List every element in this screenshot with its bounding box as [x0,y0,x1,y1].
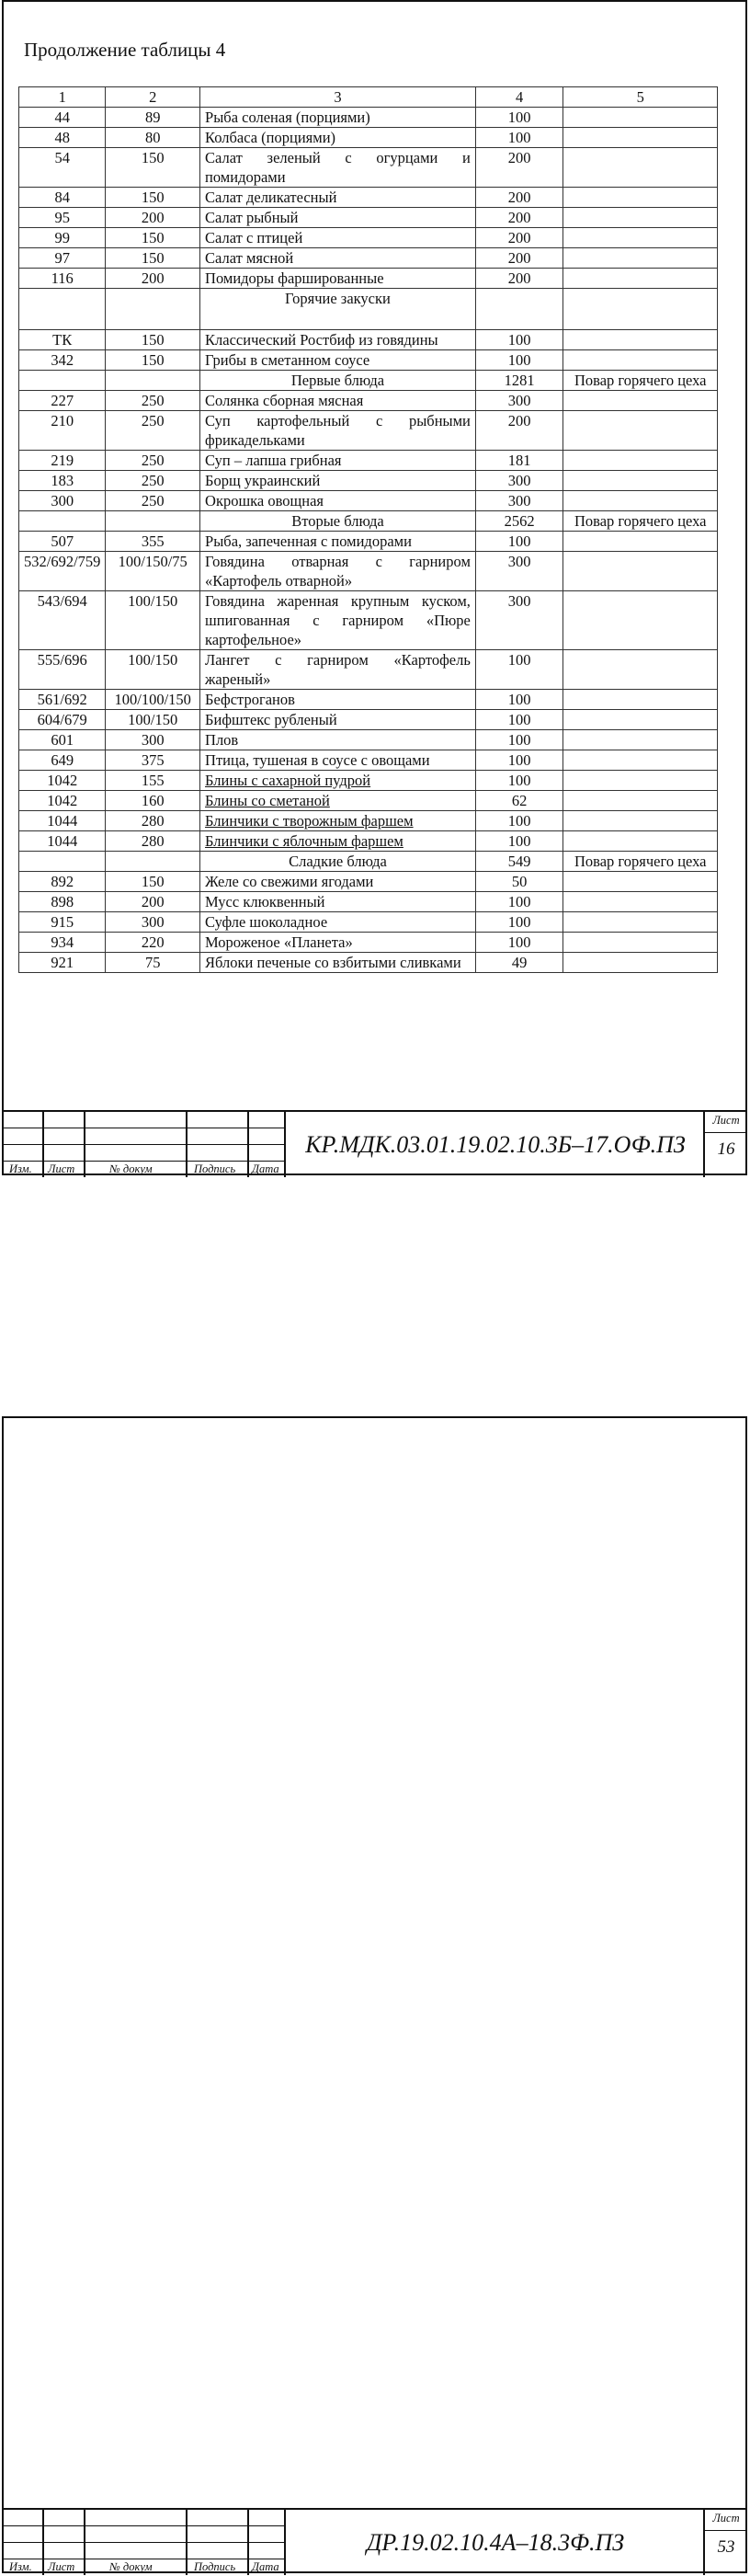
table-row [19,831,718,852]
sheet-label: Лист [705,2512,747,2531]
cell-empty [19,289,106,330]
table-row [19,872,718,892]
cell-recipe-number: 604/679 [19,710,106,730]
cell-recipe-number: 915 [19,912,106,933]
cell-portion: 250 [106,391,200,411]
cell-portion: 155 [106,771,200,791]
title-block-grid [4,1112,284,1177]
cell-staff [563,750,718,771]
table-row [19,350,718,371]
section-row [19,371,718,391]
header-cell: 5 [563,87,718,108]
table-row [19,791,718,811]
section-title: Первые блюда [200,371,476,391]
cell-dish-name: Говядина отварная с гарниром «Картофель отварной» [200,552,476,591]
table-row [19,771,718,791]
cell-staff [563,831,718,852]
label-list: Лист [48,2560,75,2573]
section-title: Горячие закуски [200,289,476,330]
cell-staff [563,650,718,690]
table-row [19,491,718,511]
label-date: Дата [252,2560,279,2573]
cell-recipe-number: 561/692 [19,690,106,710]
cell-amount: 50 [475,872,563,892]
cell-staff: Повар горячего цеха [563,852,718,872]
cell-staff: Повар горячего цеха [563,371,718,391]
table-row [19,188,718,208]
cell-empty [106,511,200,532]
table-body [19,108,718,973]
cell-dish-name [200,771,476,791]
section-row [19,511,718,532]
cell-amount: 100 [475,710,563,730]
cell-portion: 300 [106,912,200,933]
header-cell: 3 [200,87,476,108]
cell-empty [106,289,200,330]
cell-portion: 250 [106,451,200,471]
section-title: Сладкие блюда [200,852,476,872]
cell-empty [106,852,200,872]
table-row [19,912,718,933]
cell-dish-name: Бифштекс рубленый [200,710,476,730]
cell-staff [563,391,718,411]
cell-recipe-number: 1042 [19,791,106,811]
table-row [19,451,718,471]
title-block-labels [4,2559,284,2575]
table-row [19,591,718,650]
section-row [19,852,718,872]
title-block [4,2508,745,2575]
cell-amount: 200 [475,269,563,289]
cell-recipe-number: 227 [19,391,106,411]
cell-amount: 300 [475,552,563,591]
cell-recipe-number: 97 [19,248,106,269]
cell-staff [563,451,718,471]
cell-empty [106,371,200,391]
cell-staff [563,791,718,811]
cell-dish-name: Классический Ростбиф из говядины [200,330,476,350]
label-list: Лист [48,1162,75,1175]
cell-staff [563,289,718,330]
cell-staff [563,148,718,188]
cell-staff [563,269,718,289]
label-izm: Изм. [9,1162,32,1175]
cell-staff [563,953,718,973]
cell-portion: 100/150 [106,650,200,690]
cell-amount: 100 [475,128,563,148]
cell-staff [563,771,718,791]
document-page-2 [2,1416,747,2573]
section-row [19,289,718,330]
cell-empty [19,511,106,532]
cell-staff [563,208,718,228]
header-cell: 4 [475,87,563,108]
cell-amount: 200 [475,208,563,228]
cell-empty [19,852,106,872]
cell-recipe-number: 892 [19,872,106,892]
table-row [19,391,718,411]
cell-recipe-number: 300 [19,491,106,511]
cell-portion: 375 [106,750,200,771]
cell-portion: 75 [106,953,200,973]
cell-amount: 300 [475,471,563,491]
cell-staff [563,591,718,650]
label-date: Дата [252,1162,279,1175]
cell-dish-name: Рыба соленая (порциями) [200,108,476,128]
cell-dish-name: Салат зеленый с огурцами и помидорами [200,148,476,188]
cell-amount: 100 [475,330,563,350]
document-code: ДР.19.02.10.4А–18.3Ф.ПЗ [284,2510,705,2575]
cell-staff [563,730,718,750]
table-row [19,750,718,771]
cell-amount: 300 [475,391,563,411]
cell-amount: 200 [475,148,563,188]
cell-amount: 100 [475,771,563,791]
cell-staff [563,228,718,248]
cell-recipe-number: 44 [19,108,106,128]
cell-staff [563,128,718,148]
table-row [19,953,718,973]
sheet-box [703,2510,747,2575]
table-row [19,228,718,248]
cell-dish-name: Лангет с гарниром «Картофель жареный» [200,650,476,690]
cell-amount: 200 [475,248,563,269]
cell-dish-name [200,791,476,811]
cell-recipe-number: 601 [19,730,106,750]
cell-recipe-number: 99 [19,228,106,248]
cell-staff [563,532,718,552]
cell-staff [563,411,718,451]
cell-portion: 150 [106,350,200,371]
cell-portion: 100/150/75 [106,552,200,591]
menu-table [18,86,718,973]
cell-portion: 355 [106,532,200,552]
cell-recipe-number: 219 [19,451,106,471]
cell-staff [563,552,718,591]
cell-recipe-number: 507 [19,532,106,552]
dish-name-text: Блинчики с творожным фаршем [205,812,414,830]
table-row [19,330,718,350]
cell-recipe-number: 934 [19,933,106,953]
cell-staff [563,892,718,912]
cell-portion: 200 [106,269,200,289]
table-row [19,411,718,451]
cell-portion: 150 [106,148,200,188]
cell-dish-name: Салат с птицей [200,228,476,248]
cell-amount: 200 [475,228,563,248]
cell-portion: 250 [106,471,200,491]
cell-dish-name: Плов [200,730,476,750]
header-cell: 1 [19,87,106,108]
cell-recipe-number: 95 [19,208,106,228]
cell-recipe-number: ТК [19,330,106,350]
cell-portion: 89 [106,108,200,128]
cell-recipe-number: 898 [19,892,106,912]
table-row [19,650,718,690]
sheet-label: Лист [705,1114,747,1133]
cell-portion: 280 [106,831,200,852]
title-block-grid [4,2510,284,2575]
cell-recipe-number: 555/696 [19,650,106,690]
cell-recipe-number: 54 [19,148,106,188]
cell-dish-name: Суфле шоколадное [200,912,476,933]
cell-portion: 150 [106,872,200,892]
table-row [19,108,718,128]
cell-dish-name: Солянка сборная мясная [200,391,476,411]
cell-dish-name: Салат рыбный [200,208,476,228]
cell-portion: 150 [106,228,200,248]
cell-amount: 549 [475,852,563,872]
cell-dish-name: Помидоры фаршированные [200,269,476,289]
cell-recipe-number: 649 [19,750,106,771]
cell-staff [563,710,718,730]
label-doc: № докум [109,1162,153,1175]
cell-amount: 49 [475,953,563,973]
table-row [19,690,718,710]
cell-staff [563,872,718,892]
sheet-number: 16 [717,1139,735,1159]
cell-portion: 250 [106,411,200,451]
cell-portion: 300 [106,730,200,750]
title-block-labels [4,1162,284,1177]
table-row [19,208,718,228]
cell-dish-name: Рыба, запеченная с помидорами [200,532,476,552]
cell-portion: 100/150 [106,591,200,650]
table-caption: Продолжение таблицы 4 [24,39,226,61]
cell-dish-name: Яблоки печеные со взбитыми сливками [200,953,476,973]
cell-staff [563,108,718,128]
table-row [19,730,718,750]
cell-dish-name: Говядина жаренная крупным куском, шпигованная с гарниром «Пюре картофельное» [200,591,476,650]
cell-dish-name [200,811,476,831]
cell-staff [563,811,718,831]
table-row [19,248,718,269]
cell-portion: 80 [106,128,200,148]
cell-portion: 160 [106,791,200,811]
cell-dish-name [200,831,476,852]
table-row [19,892,718,912]
label-sign: Подпись [194,1162,236,1175]
cell-staff: Повар горячего цеха [563,511,718,532]
cell-amount: 100 [475,108,563,128]
cell-dish-name: Суп – лапша грибная [200,451,476,471]
cell-recipe-number: 543/694 [19,591,106,650]
cell-staff [563,471,718,491]
cell-dish-name: Желе со свежими ягодами [200,872,476,892]
cell-amount: 1281 [475,371,563,391]
cell-portion: 250 [106,491,200,511]
cell-portion: 100/100/150 [106,690,200,710]
cell-amount: 100 [475,750,563,771]
cell-amount [475,289,563,330]
table-row [19,148,718,188]
cell-portion: 150 [106,188,200,208]
cell-amount: 100 [475,912,563,933]
dish-name-text: Блинчики с яблочным фаршем [205,832,403,850]
table-row [19,552,718,591]
cell-portion: 150 [106,330,200,350]
cell-dish-name: Грибы в сметанном соусе [200,350,476,371]
cell-dish-name: Мороженое «Планета» [200,933,476,953]
cell-amount: 100 [475,933,563,953]
cell-amount: 300 [475,591,563,650]
label-doc: № докум [109,2560,153,2573]
cell-amount: 62 [475,791,563,811]
table-header-row [19,87,718,108]
cell-dish-name: Мусс клюквенный [200,892,476,912]
cell-amount: 100 [475,690,563,710]
table-row [19,532,718,552]
cell-recipe-number: 48 [19,128,106,148]
cell-staff [563,248,718,269]
cell-recipe-number: 1044 [19,831,106,852]
cell-recipe-number: 84 [19,188,106,208]
cell-dish-name: Окрошка овощная [200,491,476,511]
section-title: Вторые блюда [200,511,476,532]
cell-amount: 100 [475,811,563,831]
cell-portion: 150 [106,248,200,269]
cell-recipe-number: 342 [19,350,106,371]
table-row [19,269,718,289]
cell-recipe-number: 1042 [19,771,106,791]
cell-portion: 200 [106,208,200,228]
document-page-1 [2,0,747,1175]
cell-empty [19,371,106,391]
sheet-number: 53 [717,2537,735,2557]
cell-amount: 100 [475,730,563,750]
table-row [19,128,718,148]
cell-amount: 200 [475,188,563,208]
cell-recipe-number: 921 [19,953,106,973]
cell-amount: 300 [475,491,563,511]
cell-dish-name: Суп картофельный с рыбными фрикадельками [200,411,476,451]
cell-amount: 100 [475,350,563,371]
table-row [19,710,718,730]
cell-staff [563,330,718,350]
cell-staff [563,912,718,933]
label-izm: Изм. [9,2560,32,2573]
dish-name-text: Блины со сметаной [205,792,330,809]
cell-portion: 200 [106,892,200,912]
cell-portion: 280 [106,811,200,831]
cell-dish-name: Бефстроганов [200,690,476,710]
cell-staff [563,188,718,208]
cell-staff [563,933,718,953]
cell-recipe-number: 532/692/759 [19,552,106,591]
title-block [4,1110,745,1177]
cell-staff [563,690,718,710]
cell-recipe-number: 116 [19,269,106,289]
cell-portion: 220 [106,933,200,953]
cell-amount: 200 [475,411,563,451]
dish-name-text: Блины с сахарной пудрой [205,772,371,789]
table-row [19,471,718,491]
cell-amount: 2562 [475,511,563,532]
cell-recipe-number: 210 [19,411,106,451]
cell-dish-name: Борщ украинский [200,471,476,491]
cell-amount: 100 [475,650,563,690]
cell-portion: 100/150 [106,710,200,730]
label-sign: Подпись [194,2560,236,2573]
cell-dish-name: Салат мясной [200,248,476,269]
cell-amount: 100 [475,532,563,552]
cell-amount: 100 [475,892,563,912]
cell-dish-name: Птица, тушеная в соусе с овощами [200,750,476,771]
cell-recipe-number: 183 [19,471,106,491]
cell-dish-name: Колбаса (порциями) [200,128,476,148]
table-row [19,811,718,831]
cell-dish-name: Салат деликатесный [200,188,476,208]
cell-recipe-number: 1044 [19,811,106,831]
document-code: КР.МДК.03.01.19.02.10.3Б–17.ОФ.ПЗ [284,1112,705,1177]
sheet-box [703,1112,747,1177]
cell-amount: 100 [475,831,563,852]
header-cell: 2 [106,87,200,108]
cell-amount: 181 [475,451,563,471]
cell-staff [563,491,718,511]
table-row [19,933,718,953]
cell-staff [563,350,718,371]
